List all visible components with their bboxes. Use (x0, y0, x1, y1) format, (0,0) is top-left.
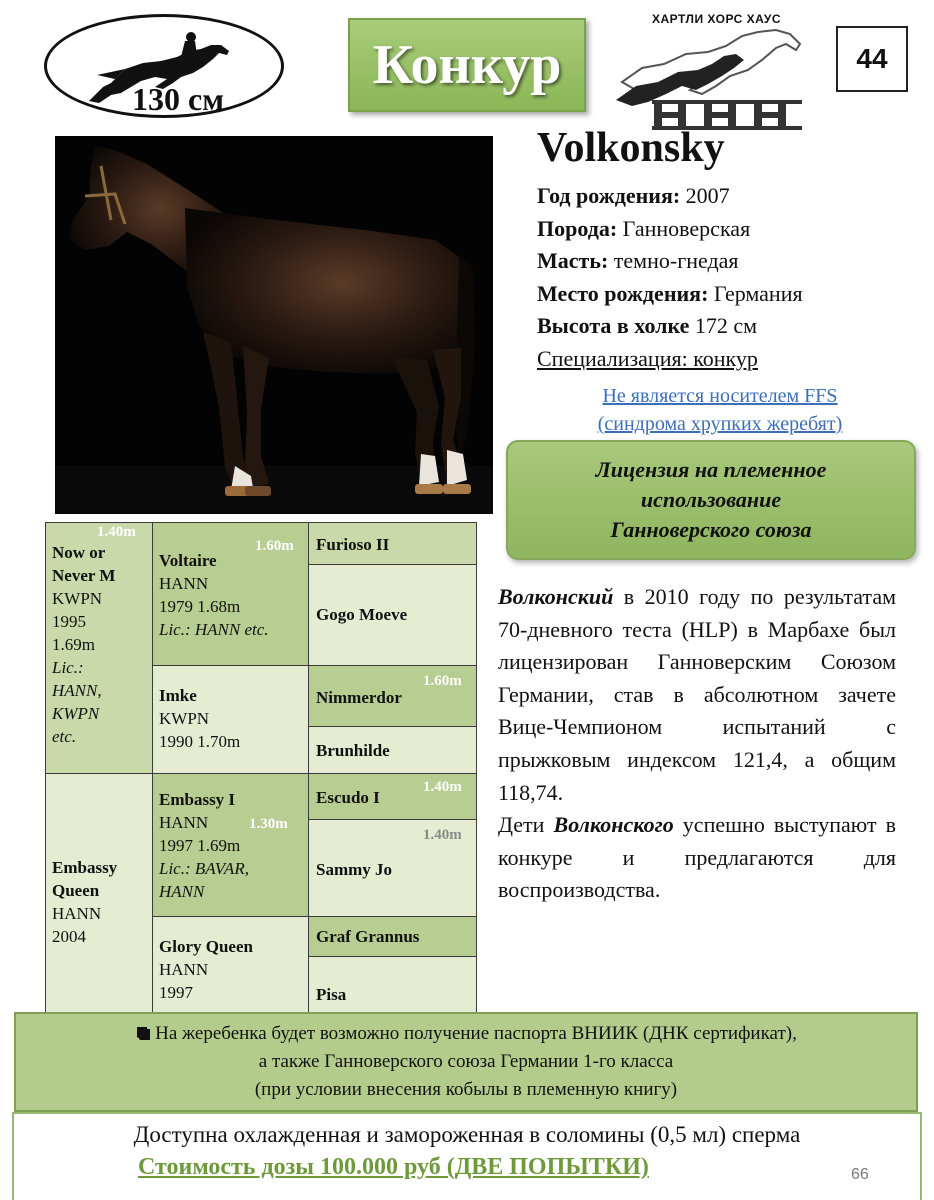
jumping-horses-logo-icon (612, 24, 812, 132)
info-value: 172 см (689, 313, 758, 338)
pedigree-name: Pisa (316, 985, 347, 1004)
sammy-jo-height-tag: 1.40m (423, 827, 462, 843)
pedigree-g3-pisa (308, 956, 477, 1013)
pedigree-line: 2004 (52, 927, 86, 946)
info-birthplace (537, 278, 917, 311)
pedigree-license: Lic.: HANN etc. (159, 620, 269, 639)
scroll-icon (135, 1025, 151, 1041)
pedigree-line: KWPN (159, 709, 210, 728)
pedigree-license: HANN (159, 882, 205, 901)
pedigree-g3-sammy-jo (308, 819, 477, 917)
escudo-height-tag: 1.40m (423, 779, 462, 795)
pedigree-name: Glory Queen (159, 937, 253, 956)
description (498, 581, 896, 907)
pedigree-name: Embassy (52, 858, 118, 877)
pedigree-g3-nimmerdor (308, 665, 477, 727)
pedigree-line: 1995 (52, 612, 86, 631)
horse-info-list (537, 180, 917, 375)
ffs-note-line2[interactable]: (синдрома хрупких жеребят) (597, 413, 843, 435)
horse-name: Volkonsky (537, 125, 725, 171)
brand-name: ХАРТЛИ ХОРС ХАУС (652, 12, 782, 26)
ffs-note-line1[interactable]: Не является носителем FFS (602, 385, 838, 407)
pedigree-line: HANN (159, 960, 209, 979)
info-label: Год рождения: (537, 183, 681, 208)
pedigree-license: Lic.: (52, 658, 84, 677)
info-value: Ганноверская (617, 215, 751, 241)
info-color (537, 245, 917, 278)
pedigree-sire (45, 522, 153, 774)
pedigree-g3-brunhilde (308, 726, 477, 774)
sire-sire-height-tag: 1.60m (255, 538, 294, 554)
pedigree-line: HANN (52, 904, 102, 923)
passport-box (14, 1012, 918, 1112)
description-paragraph-1 (498, 581, 896, 809)
description-text-1: в 2010 году по результатам 70-дневного теста (HLP) в Марбахе был лицензирован Ганноверским Союзом Германии, став в абсолютном зачете Вице-Чемпионом испытаний с прыжковым индексом 121,4, а общим 118,74. (498, 584, 896, 805)
pedigree-dam-sire (152, 773, 309, 917)
passport-line2: а также Ганноверского союза Германии 1-го класса (258, 1051, 674, 1072)
pedigree-line: 1997 (159, 983, 193, 1002)
page-number-box: 44 (836, 26, 908, 92)
pedigree-dam (45, 773, 153, 1013)
description-paragraph-2 (498, 809, 896, 907)
info-value: темно-гнедая (608, 248, 739, 273)
pedigree-name: Gogo Moeve (316, 605, 408, 624)
horse-name-ru-2: Волконского (553, 812, 674, 838)
pedigree-g3-escudo (308, 773, 477, 820)
pedigree-name: Graf Grannus (316, 927, 420, 946)
pedigree-name: Queen (52, 881, 100, 900)
info-height (537, 310, 917, 343)
info-birth-year (537, 180, 917, 213)
nimmerdor-height-tag: 1.60m (423, 673, 462, 689)
pedigree-line: 1997 1.69m (159, 836, 241, 855)
height-badge (44, 14, 284, 118)
pedigree-license: KWPN (52, 704, 100, 723)
pedigree-name: Furioso II (316, 535, 390, 554)
pedigree-name: Nimmerdor (316, 688, 402, 707)
info-label: Место рождения: (537, 280, 709, 306)
passport-line3: (при условии внесения кобылы в племенную книгу) (254, 1079, 678, 1100)
pedigree-line: HANN (159, 574, 209, 593)
horse-photo-image (55, 136, 493, 514)
ffs-note[interactable] (560, 382, 880, 438)
license-text (546, 455, 876, 545)
pedigree-name: Imke (159, 686, 197, 705)
pedigree-g3-gogo-moeve (308, 564, 477, 666)
license-box (506, 440, 916, 560)
sire-height-tag: 1.40m (97, 524, 136, 540)
pedigree-name: Now or Never M (52, 543, 116, 585)
info-value: Германия (708, 280, 803, 306)
pedigree-g3-furioso (308, 522, 477, 565)
pedigree-dam-dam (152, 916, 309, 1013)
passport-line1-text: На жеребенка будет возможно получение паспорта ВНИИК (ДНК сертификат), (155, 1023, 797, 1044)
pedigree-name: Brunhilde (316, 741, 390, 760)
pedigree-line: 1979 1.68m (159, 597, 241, 616)
discipline-title: Конкур (372, 34, 562, 96)
pedigree-name: Voltaire (159, 551, 217, 570)
pedigree-sire-dam (152, 665, 309, 775)
passport-line1 (135, 1020, 797, 1048)
footer-page-number: 66 (851, 1166, 869, 1183)
pedigree-name: Sammy Jo (316, 860, 393, 879)
info-label: Высота в холке (537, 313, 690, 338)
availability-note: Доступна охлажденная и замороженная в соломины (0,5 мл) сперма (133, 1122, 801, 1147)
info-label: Порода: (537, 215, 618, 241)
horse-name-ru: Волконский (498, 584, 614, 609)
license-line3: Ганноверского союза (610, 517, 812, 542)
discipline-banner (348, 18, 586, 112)
pedigree-g3-graf-grannus (308, 916, 477, 957)
passport-text (135, 1020, 797, 1104)
info-breed (537, 213, 917, 246)
pedigree-license: etc. (52, 727, 77, 746)
price-line: Стоимость дозы 100.000 руб (ДВЕ ПОПЫТКИ) (138, 1154, 649, 1180)
description-text-2a: Дети (498, 812, 554, 838)
info-specialization: Специализация: конкур (537, 345, 758, 371)
license-line1: Лицензия на племенное (595, 457, 827, 482)
pedigree-line: HANN (159, 813, 209, 832)
dam-sire-height-tag: 1.30m (249, 816, 288, 832)
pedigree-name: Embassy I (159, 790, 236, 809)
info-value: 2007 (680, 183, 730, 208)
info-label: Масть: (537, 248, 609, 273)
pedigree-license: Lic.: BAVAR, (159, 859, 249, 878)
brand-logo (612, 8, 812, 132)
horse-photo (55, 136, 493, 514)
height-label: 130 см (132, 81, 224, 117)
description-text-2b: успешно выступают в конкуре и предлагаются для воспроизводства. (498, 812, 896, 903)
pedigree-line: 1990 1.70m (159, 732, 241, 751)
pedigree-line: KWPN (52, 589, 103, 608)
pedigree-license: HANN, (52, 681, 102, 700)
pedigree-line: 1.69m (52, 635, 95, 654)
license-line2: использование (640, 487, 782, 512)
pedigree-name: Escudo I (316, 788, 380, 807)
pedigree-table (45, 522, 477, 1012)
